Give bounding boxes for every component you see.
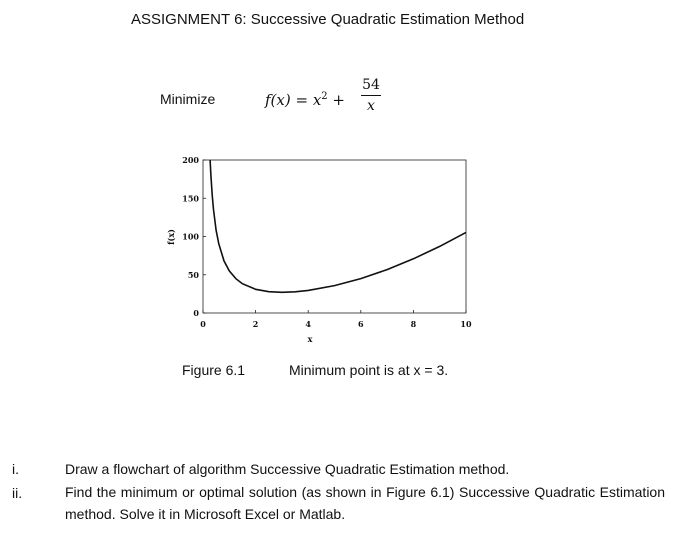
y-tick-label: 150 bbox=[182, 193, 199, 204]
fraction-numerator: 54 bbox=[362, 77, 380, 93]
y-tick-label: 50 bbox=[187, 269, 199, 280]
formula-lhs bbox=[265, 91, 345, 109]
task-text-1: Draw a flowchart of algorithm Successive Quadratic Estimation method. bbox=[65, 461, 510, 477]
formula-exponent: 2 bbox=[321, 91, 328, 102]
chart-svg bbox=[160, 150, 480, 350]
fraction-denominator: x bbox=[367, 98, 375, 114]
formula-lhs-text: f(x) = x bbox=[265, 91, 322, 109]
y-tick-label: 100 bbox=[182, 231, 199, 242]
x-tick-label: 2 bbox=[252, 319, 259, 329]
x-tick-label: 4 bbox=[305, 319, 311, 329]
fraction-bar bbox=[361, 95, 381, 96]
function-chart bbox=[160, 150, 480, 350]
x-tick-label: 10 bbox=[460, 319, 472, 329]
formula-fraction bbox=[361, 76, 381, 115]
task-text-2: Find the minimum or optimal solution (as shown in Figure 6.1) Successive Quadratic Estimation method. Solve it in Microsoft Excel or Matlab. bbox=[65, 484, 665, 522]
figure-note: Minimum point is at x = 3. bbox=[289, 362, 449, 378]
formula-plus: + bbox=[327, 91, 345, 109]
chart-ticks bbox=[182, 155, 472, 329]
x-tick-label: 0 bbox=[200, 319, 206, 329]
minimize-label: Minimize bbox=[160, 91, 216, 107]
task-marker-1: i. bbox=[12, 461, 19, 477]
x-axis-label: x bbox=[307, 334, 313, 344]
plot-frame bbox=[203, 160, 466, 313]
y-tick-label: 0 bbox=[193, 308, 199, 318]
y-tick-label: 200 bbox=[182, 155, 199, 165]
x-tick-label: 6 bbox=[358, 319, 364, 329]
task-marker-2: ii. bbox=[12, 485, 23, 501]
x-tick-label: 8 bbox=[410, 319, 417, 329]
series-line-fx bbox=[210, 160, 466, 292]
assignment-title: ASSIGNMENT 6: Successive Quadratic Estimation Method bbox=[131, 11, 525, 28]
y-axis-label: f(x) bbox=[166, 229, 176, 245]
figure-caption: Figure 6.1 bbox=[182, 362, 246, 378]
